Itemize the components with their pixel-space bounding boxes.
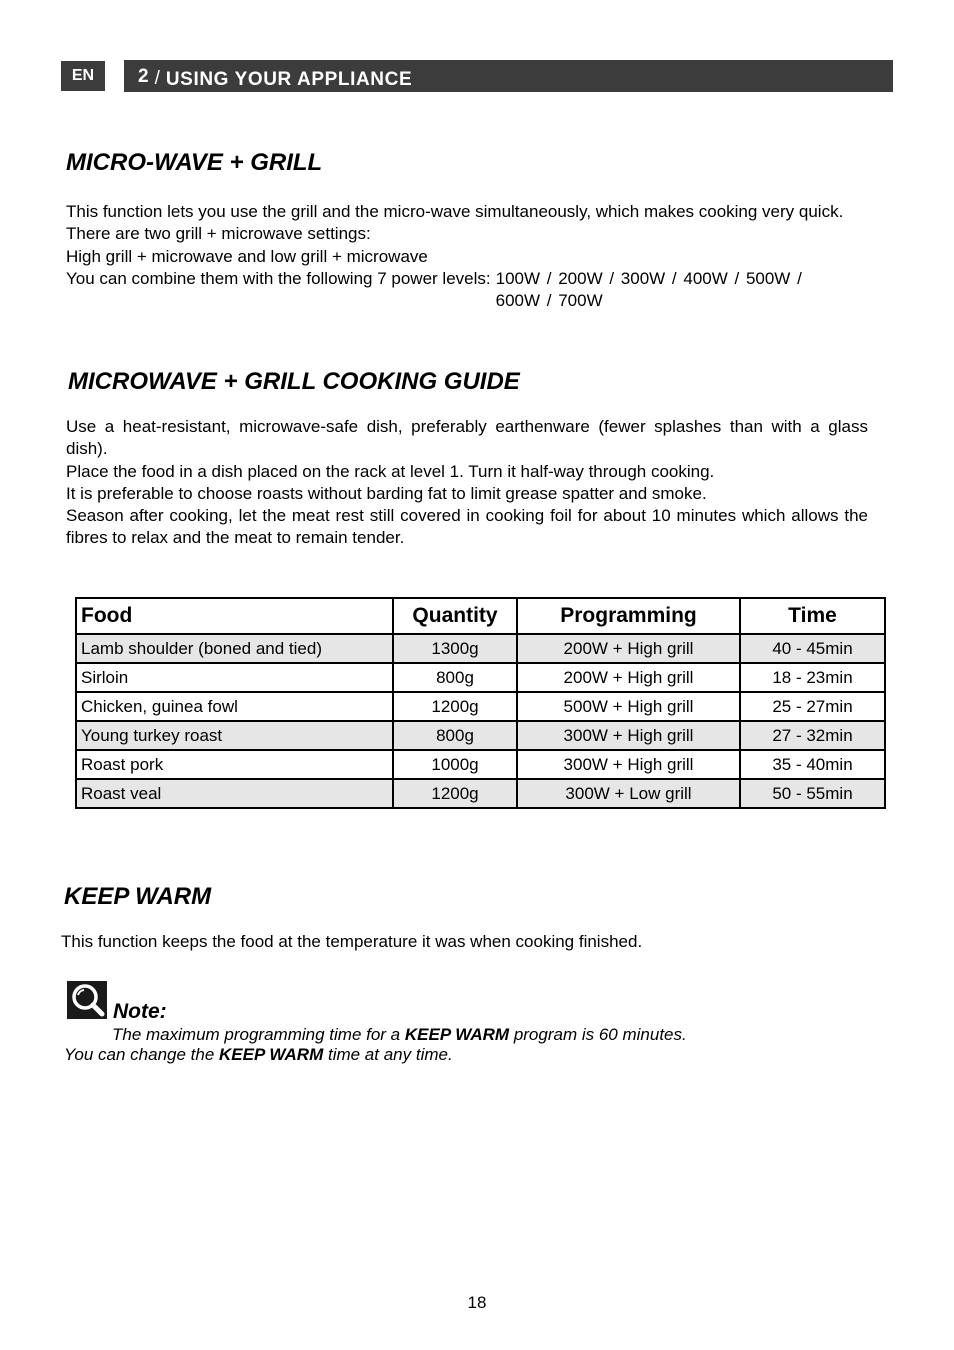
cell-food: Lamb shoulder (boned and tied) (76, 634, 393, 663)
cooking-guide-p4: Season after cooking, let the meat rest still covered in cooking foil for about 10 minutes which allows the fibres to relax and the meat to remain tender. (66, 506, 868, 548)
cell-food: Roast pork (76, 750, 393, 779)
col-header-quantity: Quantity (393, 598, 517, 634)
cell-time: 27 - 32min (740, 721, 885, 750)
cell-programming: 300W + Low grill (517, 779, 740, 808)
col-header-programming: Programming (517, 598, 740, 634)
cell-time: 25 - 27min (740, 692, 885, 721)
table-header-row (76, 598, 885, 634)
cell-time: 50 - 55min (740, 779, 885, 808)
cooking-guide-heading: MICROWAVE + GRILL COOKING GUIDE (68, 368, 520, 395)
cell-quantity: 800g (393, 721, 517, 750)
note-title: Note: (113, 1000, 167, 1023)
keep-warm-p1: This function keeps the food at the temperature it was when cooking finished. (61, 932, 643, 951)
magnifier-icon (67, 981, 107, 1019)
micro-grill-p1: This function lets you use the grill and the micro-wave simultaneously, which makes cooking very quick. (66, 202, 844, 221)
micro-grill-p3: High grill + microwave and low grill + microwave (66, 246, 428, 266)
cell-programming: 300W + High grill (517, 721, 740, 750)
note-line-1-text-b: program is 60 minutes. (509, 1025, 687, 1044)
cell-quantity: 1300g (393, 634, 517, 663)
cell-quantity: 1200g (393, 692, 517, 721)
keep-warm-text (61, 931, 881, 953)
note-line-1-keyword: KEEP WARM (404, 1025, 510, 1044)
table-row (76, 634, 885, 663)
col-header-food: Food (76, 598, 393, 634)
power-levels-list: 100W / 200W / 300W / 400W / 500W / 600W / 700W (495, 268, 802, 311)
page-number: 18 (467, 1293, 487, 1312)
table-row (76, 779, 885, 808)
table-row (76, 692, 885, 721)
note-line-2 (64, 1045, 453, 1065)
cell-programming: 500W + High grill (517, 692, 740, 721)
note-line-2-keyword: KEEP WARM (219, 1045, 324, 1064)
power-levels-line (66, 268, 868, 313)
cell-time: 40 - 45min (740, 634, 885, 663)
cell-time: 18 - 23min (740, 663, 885, 692)
cell-quantity: 1000g (393, 750, 517, 779)
cell-time: 35 - 40min (740, 750, 885, 779)
chapter-header-bar (124, 60, 893, 92)
cooking-guide-p1: Use a heat-resistant, microwave-safe dish, preferably earthenware (fewer splashes than with a glass dish). (66, 417, 868, 459)
micro-grill-heading: MICRO-WAVE + GRILL (66, 149, 323, 176)
cooking-guide-text (66, 416, 868, 550)
cell-food: Sirloin (76, 663, 393, 692)
cell-quantity: 800g (393, 663, 517, 692)
table-row (76, 721, 885, 750)
micro-grill-text (66, 201, 868, 312)
cell-food: Chicken, guinea fowl (76, 692, 393, 721)
note-line-2-text-b: time at any time. (323, 1045, 453, 1064)
note-line-1 (112, 1025, 687, 1045)
cooking-guide-p3: It is preferable to choose roasts without barding fat to limit grease spatter and smoke. (66, 483, 707, 503)
cooking-guide-table (75, 597, 886, 809)
keep-warm-heading: KEEP WARM (64, 883, 212, 910)
chapter-number: 2 (138, 66, 149, 87)
cell-food: Young turkey roast (76, 721, 393, 750)
micro-grill-p2: There are two grill + microwave settings: (66, 224, 371, 244)
note-line-1-text-a: The maximum programming time for a (112, 1025, 405, 1044)
cell-food: Roast veal (76, 779, 393, 808)
chapter-separator: / (154, 68, 160, 89)
cell-programming: 200W + High grill (517, 663, 740, 692)
cell-programming: 300W + High grill (517, 750, 740, 779)
power-levels-lead: You can combine them with the following 7 power levels: (66, 268, 491, 288)
col-header-time: Time (740, 598, 885, 634)
cell-quantity: 1200g (393, 779, 517, 808)
table-row (76, 663, 885, 692)
table-row (76, 750, 885, 779)
language-badge: EN (61, 61, 105, 91)
cooking-guide-p2: Place the food in a dish placed on the rack at level 1. Turn it half-way through cooking. (66, 461, 715, 481)
note-line-2-text-a: You can change the (64, 1045, 220, 1064)
chapter-title: USING YOUR APPLIANCE (165, 69, 413, 90)
cell-programming: 200W + High grill (517, 634, 740, 663)
